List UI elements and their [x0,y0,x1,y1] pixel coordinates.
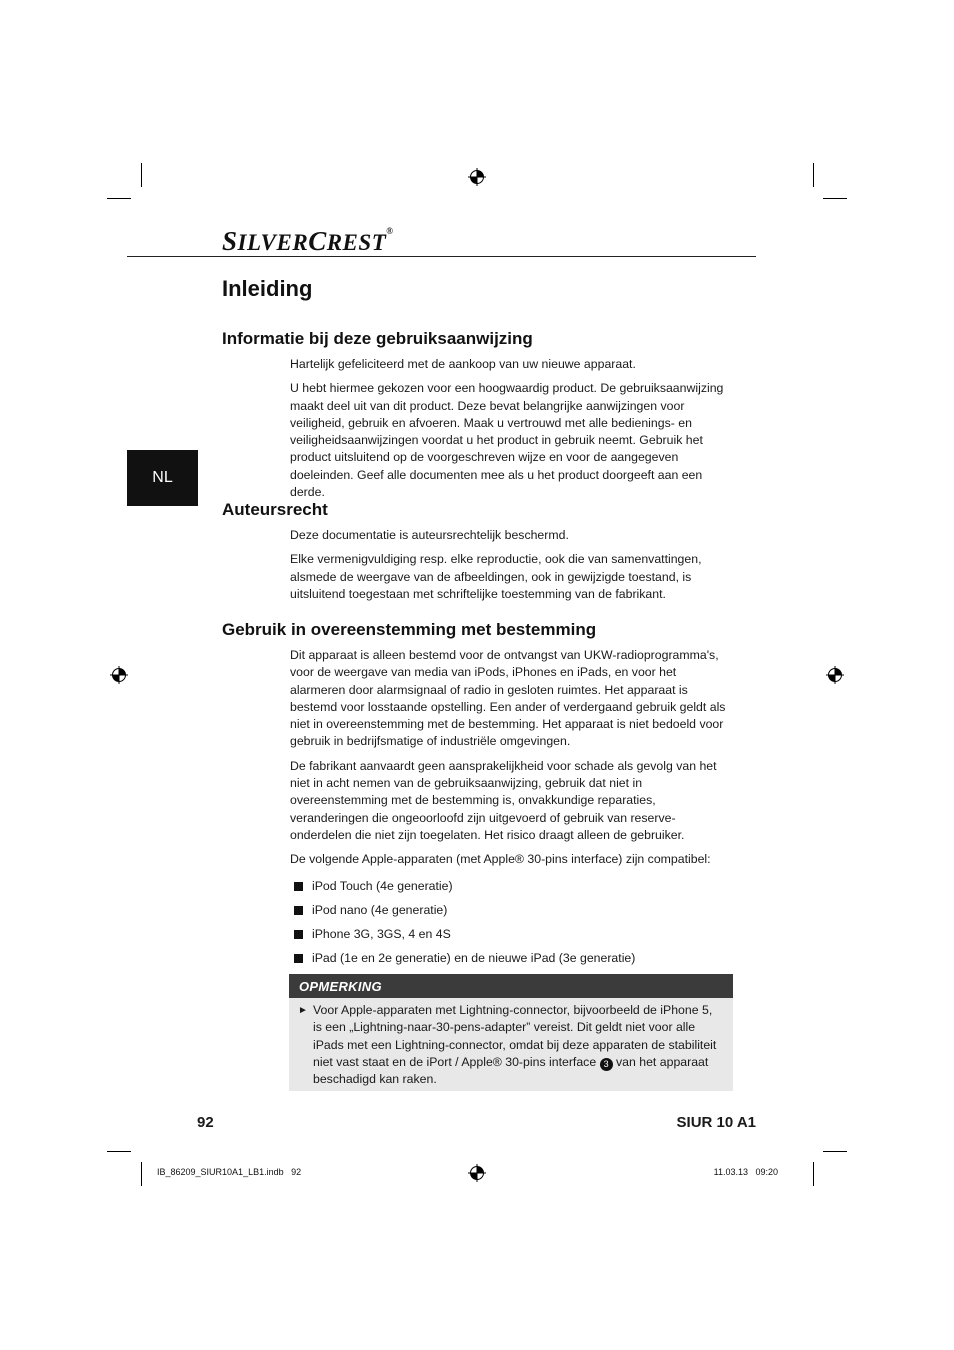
arrow-right-icon: ► [298,1005,308,1016]
note-text: Voor Apple-apparaten met Lightning-connector, bijvoorbeeld de iPhone 5, is een „Lightning-naar-30-pens-adapter” vereist. Dit geldt niet voor alle iPads met een Lightning-connector, omdat bij deze apparaten de stabiliteit niet vast staat en de iPort / Apple® 30-pins interface [313,1003,717,1069]
section-body-info [290,356,732,501]
paragraph: Dit apparaat is alleen bestemd voor de ontvangst van UKW-radioprogramma's, voor de weergave van media van iPods, iPhones en iPads, en voor het alarmeren door alarmsignaal of radio in gesloten ruimtes. Het apparaat is bestemd voor losstaande opstelling. Een ander of verdergaand gebruik geldt als niet in overeenstemming met de bestemming. Het apparaat is niet bedoeld voor gebruik in bedrijfsmatige of industriële omgevingen. [290,648,726,749]
page-title: Inleiding [222,276,313,301]
list-item: iPad (1e en 2e generatie) en de nieuwe iPad (3e generatie) [290,950,732,974]
paragraph: De fabrikant aanvaardt geen aansprakelijkheid voor schade als gevolg van het niet in acht nemen van de gebruiksaanwijzing, gebruik dat niet in overeenstemming met de bestemming is, onvakkundige reparaties, veranderingen die ongeoorloofd zijn uitgevoerd of gebruik van reserve-onderdelen die niet zijn toegelaten. Het risico draagt alleen de gebruiker. [290,758,717,842]
registration-mark-icon [468,168,486,186]
paragraph: Elke vermenigvuldiging resp. elke reproductie, ook die van samenvattingen, alsmede de weergave van de afbeeldingen, ook in gewijzigde toestand, is uitsluitend toegestaan met schriftelijke toestemming van de fabrikant. [290,552,702,601]
list-item: iPod Touch (4e generatie) [290,878,732,902]
model-number: SIUR 10 A1 [676,1114,756,1131]
section-body-copyright [290,527,732,603]
crop-mark [823,1151,847,1152]
compatible-device-list [290,878,732,975]
section-body-use [290,647,732,975]
reference-number-badge: 3 [600,1058,613,1071]
crop-mark [107,1151,131,1152]
registration-mark-icon [110,666,128,684]
crop-mark [823,198,847,199]
language-tab: NL [127,450,198,506]
section-heading-copyright: Auteursrecht [222,500,328,519]
paragraph: U hebt hiermee gekozen voor een hoogwaardig product. De gebruiksaanwijzing maakt deel uit van dit product. Deze bevat belangrijke aanwijzingen voor veiligheid, gebruik en afvoeren. Maak u vertrouwd met alle bedienings- en veiligheidsaanwijzingen voordat u het product in gebruik neemt. Gebruik het product uitsluitend op de voorgeschreven wijze en voor de aangegeven doeleinden. Geef alle documenten mee als u het product doorgeeft aan een derde. [290,381,724,500]
note-heading: OPMERKING [289,974,733,998]
list-item: iPod nano (4e generatie) [290,902,732,926]
crop-mark [141,1162,142,1186]
list-item: iPhone 3G, 3GS, 4 en 4S [290,926,732,950]
paragraph: Hartelijk gefeliciteerd met de aankoop van uw nieuwe apparaat. [290,357,636,371]
note-body [289,998,733,1091]
registration-mark-icon [468,1164,486,1182]
registration-mark-icon [826,666,844,684]
note-text: van het apparaat beschadigd kan raken. [313,1054,709,1087]
slug-datetime: 11.03.13 09:20 [713,1167,778,1177]
paragraph: Deze documentatie is auteursrechtelijk beschermd. [290,528,569,542]
page-number: 92 [197,1114,214,1131]
crop-mark [813,1162,814,1186]
section-heading-info: Informatie bij deze gebruiksaanwijzing [222,329,533,348]
slug-filename: IB_86209_SIUR10A1_LB1.indb 92 [157,1167,302,1177]
section-heading-use: Gebruik in overeenstemming met bestemming [222,620,597,639]
crop-mark [813,163,814,187]
crop-mark [141,163,142,187]
brand-logo: SILVERCREST® [222,226,394,256]
paragraph: De volgende Apple-apparaten (met Apple® 30-pins interface) zijn compatibel: [290,852,711,867]
header-rule [127,256,756,257]
crop-mark [107,198,131,199]
